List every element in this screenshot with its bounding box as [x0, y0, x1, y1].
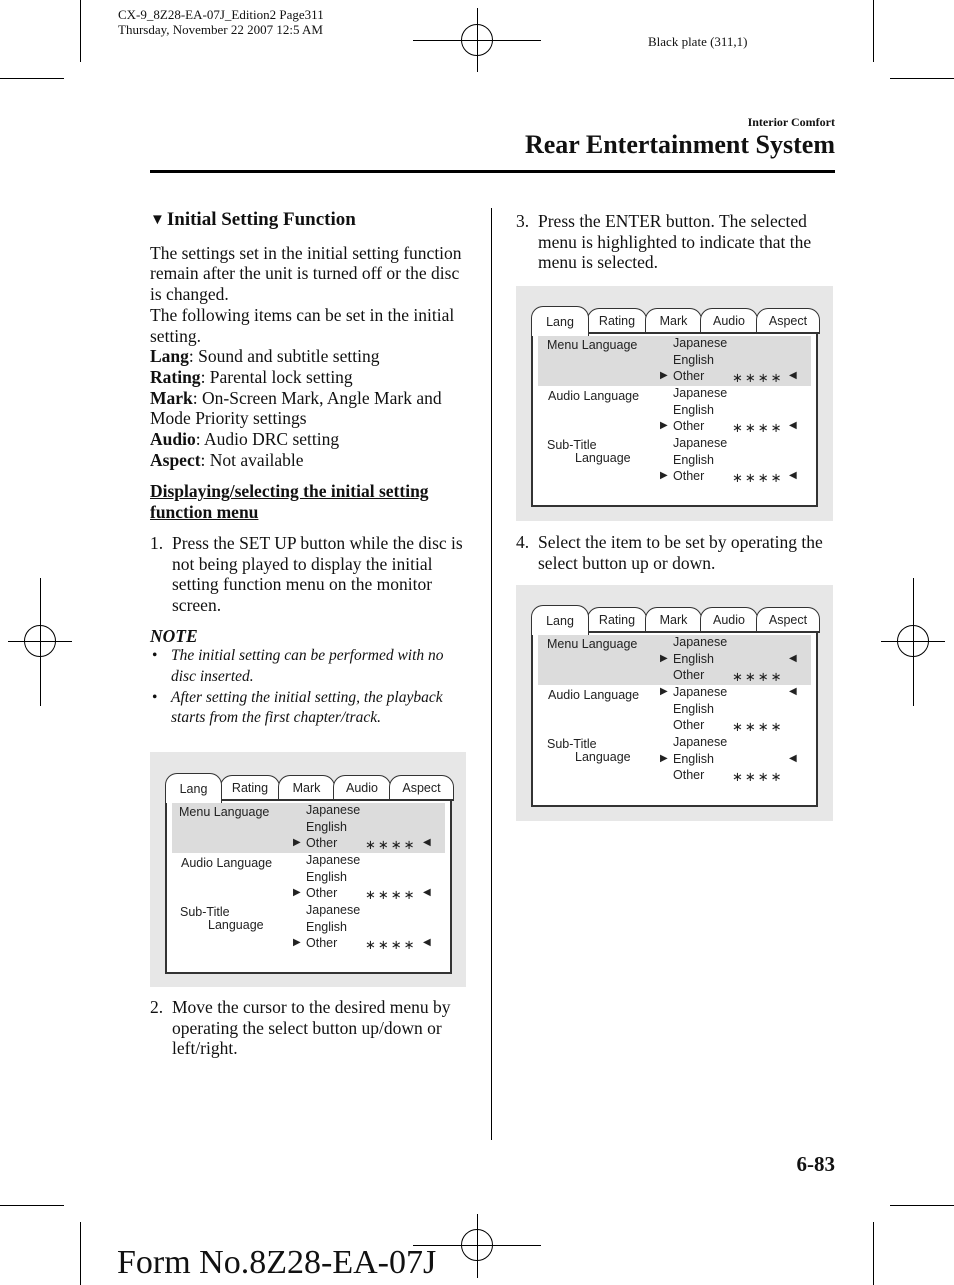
option: English — [673, 652, 714, 666]
setting-item: Mark: On-Screen Mark, Angle Mark and Mode Priority settings — [150, 387, 442, 429]
crop-mark — [80, 0, 81, 62]
row-label: Language — [575, 451, 631, 465]
code-stars: ∗∗∗∗ — [365, 887, 417, 902]
header-rule — [150, 170, 835, 173]
tab-lang: Lang — [531, 306, 589, 336]
row-label: Menu Language — [547, 637, 638, 651]
row-label: Audio Language — [181, 856, 273, 870]
row-label: Language — [208, 918, 264, 932]
option: Other — [673, 369, 705, 383]
plate-info: Black plate (311,1) — [648, 34, 748, 49]
cursor-right-icon: ▶ — [660, 753, 668, 764]
page-number: 6-83 — [796, 1152, 835, 1176]
option: Other — [673, 469, 705, 483]
code-stars: ∗∗∗∗ — [732, 470, 784, 485]
menu-figure-3 — [516, 585, 833, 821]
code-stars: ∗∗∗∗ — [732, 370, 784, 385]
crop-mark — [0, 78, 64, 79]
option: English — [673, 702, 714, 716]
option: English — [306, 820, 347, 834]
option: Japanese — [673, 735, 728, 749]
right-column — [516, 211, 836, 273]
page-title: Rear Entertainment System — [524, 130, 835, 159]
row-label: Menu Language — [179, 805, 270, 819]
cursor-right-icon: ▶ — [660, 370, 668, 381]
row-label: Sub-Title — [180, 905, 230, 919]
menu-tabs — [531, 306, 818, 334]
row-label: Audio Language — [548, 389, 640, 403]
cursor-left-icon: ◀ — [789, 470, 797, 481]
setting-item: Audio: Audio DRC setting — [150, 429, 340, 450]
row-label: Audio Language — [548, 688, 640, 702]
row-label: Sub-Title — [547, 737, 597, 751]
tab-rating: Rating — [587, 308, 647, 334]
sub-heading: Displaying/selecting the initial setting function menu — [150, 481, 429, 523]
intro-paragraph: The settings set in the initial setting function remain after the unit is turned off or the disc is changed. — [150, 242, 462, 305]
option: Other — [306, 936, 338, 950]
menu-screen — [165, 780, 452, 974]
option: Other — [306, 886, 338, 900]
tab-mark: Mark — [645, 607, 702, 633]
setting-item: Lang: Sound and subtitle setting — [150, 346, 380, 367]
crop-mark — [890, 1205, 954, 1206]
registration-circle — [461, 24, 493, 56]
cursor-left-icon: ◀ — [423, 937, 431, 948]
option: English — [306, 870, 347, 884]
tab-rating: Rating — [587, 607, 647, 633]
triangle-icon: ▼ — [150, 212, 165, 228]
cursor-left-icon: ◀ — [789, 686, 797, 697]
step-3: 3. Press the ENTER button. The selected menu is highlighted to indicate that the menu is selected. — [516, 211, 812, 273]
note-title: NOTE — [150, 625, 198, 646]
row-label: Language — [575, 750, 631, 764]
form-number: Form No.8Z28-EA-07J — [117, 1244, 437, 1281]
option: Japanese — [673, 635, 728, 649]
crop-mark — [890, 78, 954, 79]
crop-mark — [873, 0, 874, 62]
crop-mark — [0, 1205, 64, 1206]
cursor-left-icon: ◀ — [423, 887, 431, 898]
note-item: • After setting the initial setting, the playback starts from the first chapter/track. — [152, 688, 443, 727]
cursor-right-icon: ▶ — [293, 937, 301, 948]
crop-mark — [80, 1222, 81, 1285]
tab-audio: Audio — [700, 308, 758, 334]
option: English — [673, 453, 714, 467]
cursor-left-icon: ◀ — [423, 837, 431, 848]
code-stars: ∗∗∗∗ — [365, 837, 417, 852]
option: English — [306, 920, 347, 934]
option: Other — [673, 718, 705, 732]
tab-lang: Lang — [531, 605, 589, 635]
row-label: Sub-Title — [547, 438, 597, 452]
cursor-left-icon: ◀ — [789, 653, 797, 664]
tab-mark: Mark — [278, 775, 335, 801]
tab-mark: Mark — [645, 308, 702, 334]
left-column — [150, 210, 470, 729]
registration-circle — [897, 625, 929, 657]
print-job-info — [118, 7, 324, 37]
cursor-left-icon: ◀ — [789, 370, 797, 381]
print-job: CX-9_8Z28-EA-07J_Edition2 Page311 — [118, 7, 324, 22]
tab-audio: Audio — [700, 607, 758, 633]
code-stars: ∗∗∗∗ — [732, 719, 784, 734]
left-column-bottom — [150, 997, 470, 1059]
cursor-right-icon: ▶ — [293, 837, 301, 848]
step-1: 1. Press the SET UP button while the disc is not being played to display the initial setting function menu on the monitor screen. — [150, 532, 463, 615]
cursor-right-icon: ▶ — [660, 470, 668, 481]
note-item: • The initial setting can be performed with no disc inserted. — [152, 647, 444, 686]
intro-paragraph: The following items can be set in the initial setting. — [150, 304, 455, 346]
registration-circle — [461, 1229, 493, 1261]
menu-figure-2 — [516, 286, 833, 521]
row-label: Menu Language — [547, 338, 638, 352]
cursor-right-icon: ▶ — [660, 653, 668, 664]
option: Japanese — [673, 336, 728, 350]
cursor-right-icon: ▶ — [293, 887, 301, 898]
option: English — [673, 752, 714, 766]
option: Japanese — [673, 436, 728, 450]
option: Japanese — [306, 853, 361, 867]
step-4: 4. Select the item to be set by operating the select button up or down. — [516, 532, 823, 573]
option: Japanese — [673, 685, 728, 699]
tab-aspect: Aspect — [756, 308, 820, 334]
section-heading — [150, 210, 470, 231]
step-2: 2. Move the cursor to the desired menu by operating the select button up/down or left/right. — [150, 997, 451, 1059]
cursor-right-icon: ▶ — [660, 686, 668, 697]
option: English — [673, 353, 714, 367]
tab-audio: Audio — [333, 775, 391, 801]
menu-screen — [531, 612, 818, 807]
option: English — [673, 403, 714, 417]
right-column-middle — [516, 532, 836, 573]
tab-aspect: Aspect — [389, 775, 454, 801]
menu-figure-1 — [150, 752, 466, 987]
tab-lang: Lang — [165, 773, 222, 803]
code-stars: ∗∗∗∗ — [732, 420, 784, 435]
cursor-left-icon: ◀ — [789, 753, 797, 764]
option: Japanese — [306, 803, 361, 817]
option: Other — [673, 668, 705, 682]
tab-aspect: Aspect — [756, 607, 820, 633]
menu-tabs — [531, 605, 818, 633]
code-stars: ∗∗∗∗ — [732, 769, 784, 784]
tab-rating: Rating — [220, 775, 280, 801]
cursor-right-icon: ▶ — [660, 420, 668, 431]
menu-tabs — [165, 773, 452, 801]
option: Other — [673, 419, 705, 433]
setting-item: Rating: Parental lock setting — [150, 366, 353, 387]
heading-text: Initial Setting Function — [166, 209, 356, 230]
section-label: Interior Comfort — [747, 115, 835, 129]
crop-mark — [873, 1222, 874, 1285]
menu-screen — [531, 313, 818, 507]
print-date: Thursday, November 22 2007 12:5 AM — [118, 22, 323, 37]
option: Japanese — [306, 903, 361, 917]
option: Other — [673, 768, 705, 782]
column-divider — [491, 208, 492, 1140]
code-stars: ∗∗∗∗ — [365, 937, 417, 952]
setting-item: Aspect: Not available — [150, 449, 304, 470]
option: Other — [306, 836, 338, 850]
cursor-left-icon: ◀ — [789, 420, 797, 431]
settings-list — [150, 346, 470, 470]
registration-circle — [24, 625, 56, 657]
option: Japanese — [673, 386, 728, 400]
code-stars: ∗∗∗∗ — [732, 669, 784, 684]
